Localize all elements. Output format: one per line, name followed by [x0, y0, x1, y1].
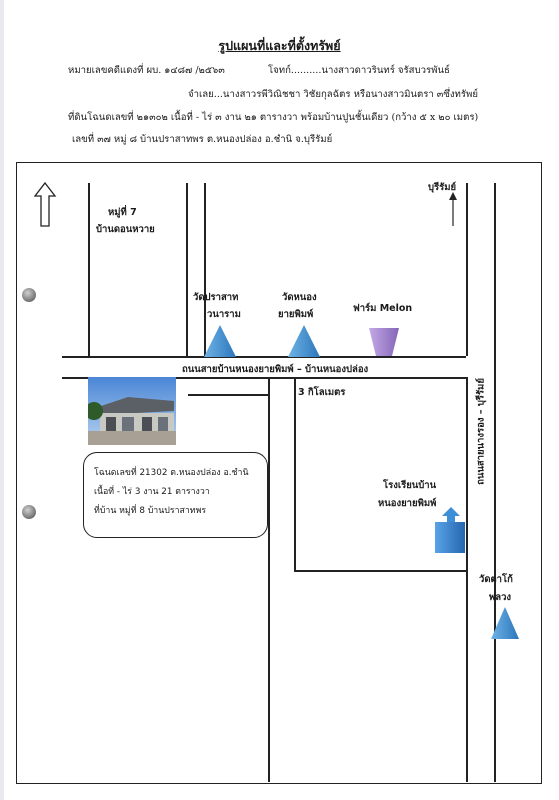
- road-left-east: [186, 183, 188, 356]
- road-center-east: [466, 183, 468, 356]
- temple-nong-line2: ยายพิมพ์: [278, 309, 314, 320]
- property-callout: [83, 452, 268, 538]
- temple-takho-icon: [490, 606, 520, 640]
- binder-hole-bottom: [22, 505, 36, 519]
- school-line2: หนองยายพิมพ์: [378, 498, 437, 509]
- binder-hole-top: [22, 288, 36, 302]
- land-deed-info: ที่ดินโฉนดเลขที่ ๒๑๓๐๒ เนื้อที่ - ไร่ ๓ งาน ๒๑ ตารางวา พร้อมบ้านปูนชั้นเดียว (กว้าง ๕ x ๒๐ เมตร): [68, 112, 479, 123]
- school-line1: โรงเรียนบ้าน: [383, 480, 437, 491]
- distance-label: 3 กิโลเมตร: [298, 387, 346, 398]
- callout-area: เนื้อที่ - ไร่ 3 งาน 21 ตารางวา: [94, 487, 210, 497]
- lane-bottom: [294, 570, 466, 572]
- temple-takho-line1: วัดตาโก้: [479, 574, 513, 585]
- north-arrow-icon: [34, 182, 56, 228]
- plaintiff: โจทก์..........นางสาวดาวรินทร์ จรัสบวรพันธ์: [268, 65, 450, 76]
- defendant: จำเลย...นางสาวรพีวิณิชชา วิชัยกุลฉัตร หรือนางสาวมินตรา ๓ซึ่งทรัพย์: [188, 89, 478, 100]
- school-icon: [434, 506, 466, 554]
- case-number: หมายเลขคดีแดงที่ ผบ. ๑๔๘๗ /๒๕๖๓: [68, 65, 225, 76]
- page-edge: [0, 0, 4, 800]
- highway-east-edge: [494, 183, 496, 782]
- temple-nong-line1: วัดหนอง: [282, 292, 317, 303]
- main-road-label: ถนนสายบ้านหนองยายพิมพ์ – บ้านหนองปล่อง: [182, 364, 369, 375]
- address-info: เลขที่ ๓๗ หมู่ ๘ บ้านปราสาทพร ต.หนองปล่อง อ.ชำนิ จ.บุรีรัมย์: [72, 134, 333, 145]
- callout-village: ที่บ้าน หมู่ที่ 8 บ้านปราสาทพร: [94, 506, 207, 516]
- temple-takho-line2: พลวง: [489, 592, 512, 603]
- lane-vertical-left: [268, 377, 270, 782]
- lane-top: [294, 377, 466, 379]
- arrow-up-icon: [448, 192, 458, 228]
- callout-deed: โฉนดเลขที่ 21302 ต.หนองปล่อง อ.ชำนิ: [94, 468, 249, 478]
- temple-prasat-line1: วัดปราสาท: [193, 292, 239, 303]
- temple-prasat-line2: วนาราม: [207, 309, 241, 320]
- melon-farm-label: ฟาร์ม Melon: [353, 303, 413, 314]
- village-number: หมู่ที่ 7: [108, 207, 137, 218]
- main-road-top-edge: [62, 356, 466, 358]
- lane-vertical-right: [466, 377, 468, 570]
- temple-prasat-icon: [203, 324, 237, 358]
- village-name: บ้านดอนหวาย: [96, 224, 155, 235]
- melon-farm-icon: [368, 327, 400, 357]
- page-title: รูปแผนที่และที่ตั้งทรัพย์: [218, 38, 341, 53]
- lane-left: [188, 394, 268, 396]
- property-photo: [88, 377, 176, 445]
- road-left-west: [88, 183, 90, 356]
- buriram-label: บุรีรัมย์: [428, 182, 457, 193]
- right-road-text: ถนนสายนางรอง – บุรีรัมย์: [475, 378, 487, 485]
- lane-vertical-mid: [294, 377, 296, 570]
- lane-vertical-right-lower: [466, 570, 468, 782]
- temple-nong-icon: [287, 324, 321, 358]
